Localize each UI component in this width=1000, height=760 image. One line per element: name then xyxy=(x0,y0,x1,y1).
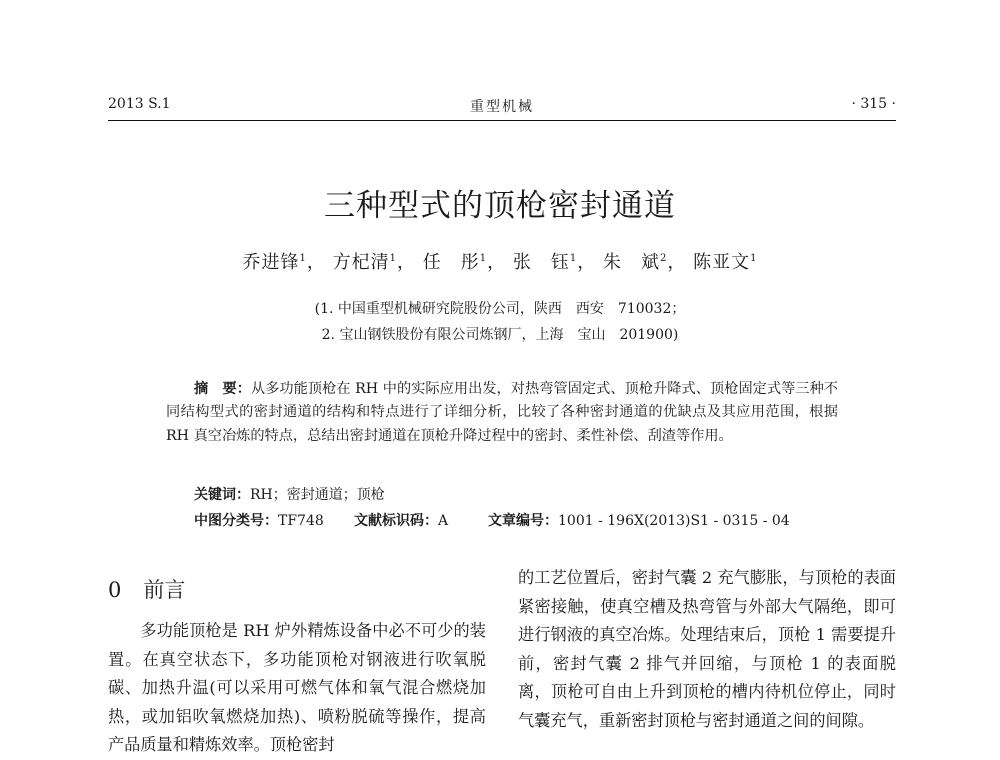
abstract xyxy=(166,378,838,448)
affiliation-1: (1. 中国重型机械研究院股份公司，陕西 西安 710032； xyxy=(314,301,686,317)
body-column-left xyxy=(108,617,486,760)
section-number: 0 xyxy=(108,578,122,602)
keywords xyxy=(194,484,385,504)
author: 方杞清 xyxy=(332,252,390,273)
journal-issue: 2013 S.1 xyxy=(108,96,171,112)
affiliation-2: 2. 宝山钢铁股份有限公司炼钢厂，上海 宝山 201900) xyxy=(321,327,679,343)
body-paragraph: 多功能顶枪是 RH 炉外精炼设备中必不可少的装置。在真空状态下，多功能顶枪对钢液进行吹氧脱碳、加热升温(可以采用可燃气体和氧气混合燃烧加热，或加铝吹氧燃烧加热)、喷粉脱硫等操作，提高产品质量和精炼效率。顶枪密封 xyxy=(108,621,486,755)
article-number-label: 文章编号： xyxy=(488,513,558,529)
classification-line xyxy=(194,510,844,530)
author-affil-mark: 1 xyxy=(569,253,578,264)
paper-title: 三种型式的顶枪密封通道 xyxy=(324,188,676,224)
author-affil-mark: 1 xyxy=(479,253,488,264)
running-header xyxy=(108,96,896,116)
author-affil-mark: 1 xyxy=(750,253,758,264)
section-title: 前言 xyxy=(143,578,186,602)
clc-value: TF748 xyxy=(278,513,324,529)
author-list: 乔进锋$^1$， 方杞清$^1$， 任 彤$^1$， 张 钰$^1$， 朱 斌$^2$， 陈亚文$^1$ xyxy=(242,252,758,273)
author: 张 钰 xyxy=(512,252,570,273)
page-number: · 315 · xyxy=(851,96,896,112)
body-paragraph: 的工艺位置后，密封气囊 2 充气膨胀，与顶枪的表面紧密接触，使真空槽及热弯管与外部大气隔绝，即可进行钢液的真空冶炼。处理结束后，顶枪 1 需要提升前，密封气囊 2 排气并回缩，与顶枪 1 的表面脱离，顶枪可自由上升到顶枪的槽内待机位停止，同时气囊充气，重新密封顶枪与密封通道之间的间隙。 xyxy=(518,568,896,730)
author-affil-mark: 1 xyxy=(389,253,398,264)
abstract-text: 从多功能顶枪在 RH 中的实际应用出发，对热弯管固定式、顶枪升降式、顶枪固定式等三种不同结构型式的密封通道的结构和特点进行了详细分析，比较了各种密封通道的优缺点及其应用范围，根据 RH 真空冶炼的特点，总结出密封通道在顶枪升降过程中的密封、柔性补偿、刮渣等作用。 xyxy=(166,381,838,444)
keywords-text: RH；密封通道；顶枪 xyxy=(250,487,385,503)
author: 朱 斌 xyxy=(602,252,660,273)
section-heading xyxy=(108,574,185,604)
journal-name: 重型机械 xyxy=(470,99,534,115)
author: 任 彤 xyxy=(422,252,480,273)
doc-code-label: 文献标识码： xyxy=(354,513,438,529)
keywords-label: 关键词： xyxy=(194,487,250,503)
author-affil-mark: 2 xyxy=(659,253,668,264)
body-column-right xyxy=(518,564,896,736)
author-affil-mark: 1 xyxy=(299,253,307,264)
author: 乔进锋 xyxy=(242,252,300,273)
doc-code-value: A xyxy=(438,513,449,529)
article-number-value: 1001 - 196X(2013)S1 - 0315 - 04 xyxy=(558,513,790,529)
clc-label: 中图分类号： xyxy=(194,513,278,529)
author: 陈亚文 xyxy=(693,252,751,273)
header-rule xyxy=(108,120,896,121)
abstract-label: 摘 要： xyxy=(194,381,251,397)
